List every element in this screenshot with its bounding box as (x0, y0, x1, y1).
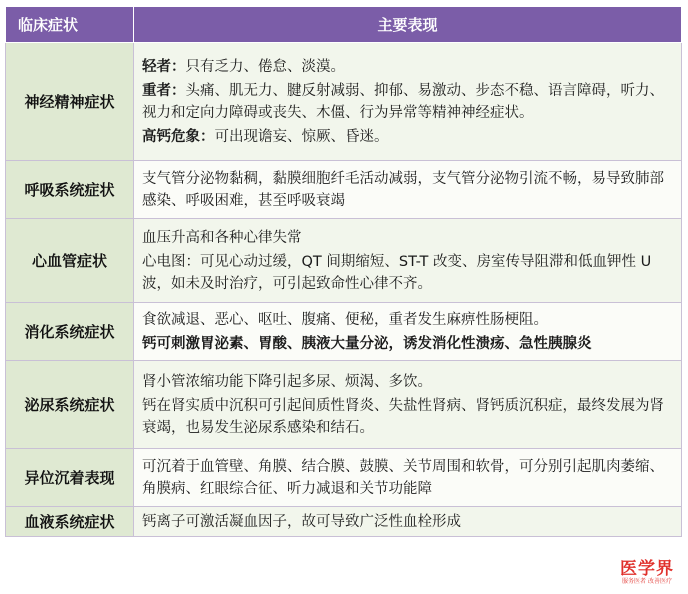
table-row (6, 219, 682, 303)
row-category: 异位沉着表现 (6, 449, 134, 507)
row-description (134, 449, 682, 507)
row-description (134, 303, 682, 361)
row-description (134, 43, 682, 161)
line-label: 重者： (142, 82, 186, 99)
row-category: 消化系统症状 (6, 303, 134, 361)
header-main-manifestations: 主要表现 (134, 7, 682, 43)
table-row (6, 361, 682, 449)
description-line: 支气管分泌物黏稠，黏膜细胞纤毛活动减弱，支气管分泌物引流不畅，易导致肺部感染、呼吸困难，甚至呼吸衰竭 (142, 170, 664, 209)
table-row (6, 449, 682, 507)
row-description (134, 507, 682, 537)
description-line: 可沉着于血管壁、角膜、结合膜、鼓膜、关节周围和软骨，可分别引起肌肉萎缩、角膜病、红眼综合征、听力减退和关节功能障 (142, 458, 664, 497)
description-line: 肾小管浓缩功能下降引起多尿、烦渴、多饮。 (142, 373, 432, 390)
row-description (134, 361, 682, 449)
description-line: 血压升高和各种心律失常 (142, 229, 302, 246)
row-category: 血液系统症状 (6, 507, 134, 537)
line-text: 只有乏力、倦怠、淡漠。 (185, 58, 345, 75)
header-clinical-symptoms: 临床症状 (6, 7, 134, 43)
row-category: 呼吸系统症状 (6, 161, 134, 219)
brand-logo-tagline: 服务医者 改善医疗 (622, 578, 672, 585)
line-label: 轻者： (142, 58, 186, 75)
line-text: 头痛、肌无力、腱反射减弱、抑郁、易激动、步态不稳、语言障碍，听力、视力和定向力障碍或丧失、木僵、行为异常等精神神经症状。 (142, 82, 664, 121)
brand-logo (620, 560, 674, 586)
description-line: 心电图：可见心动过缓，QT 间期缩短、ST-T 改变、房室传导阻滞和低血钾性 U 波，如未及时治疗，可引起致命性心律不齐。 (142, 253, 652, 292)
table-row (6, 43, 682, 161)
line-text: 可出现谵妄、惊厥、昏迷。 (214, 128, 389, 145)
description-line (142, 80, 673, 124)
line-label: 高钙危象： (142, 128, 215, 145)
row-category: 泌尿系统症状 (6, 361, 134, 449)
brand-logo-name: 医学界 (620, 559, 674, 579)
description-line: 钙离子可激活凝血因子，故可导致广泛性血栓形成 (142, 513, 461, 530)
row-description (134, 161, 682, 219)
table-row (6, 303, 682, 361)
row-category: 心血管症状 (6, 219, 134, 303)
table-header-row (6, 7, 682, 43)
table-row (6, 161, 682, 219)
description-line: 钙在肾实质中沉积可引起间质性肾炎、失盐性肾病、肾钙质沉积症，最终发展为肾衰竭，也易发生泌尿系感染和结石。 (142, 397, 664, 436)
table-row (6, 507, 682, 537)
row-category: 神经精神症状 (6, 43, 134, 161)
description-line (142, 126, 673, 148)
description-line: 食欲减退、恶心、呕吐、腹痛、便秘，重者发生麻痹性肠梗阻。 (142, 311, 548, 328)
description-line-bold: 钙可刺激胃泌素、胃酸、胰液大量分泌，诱发消化性溃疡、急性胰腺炎 (142, 335, 592, 352)
symptom-table (5, 6, 682, 537)
description-line (142, 56, 673, 78)
row-description (134, 219, 682, 303)
